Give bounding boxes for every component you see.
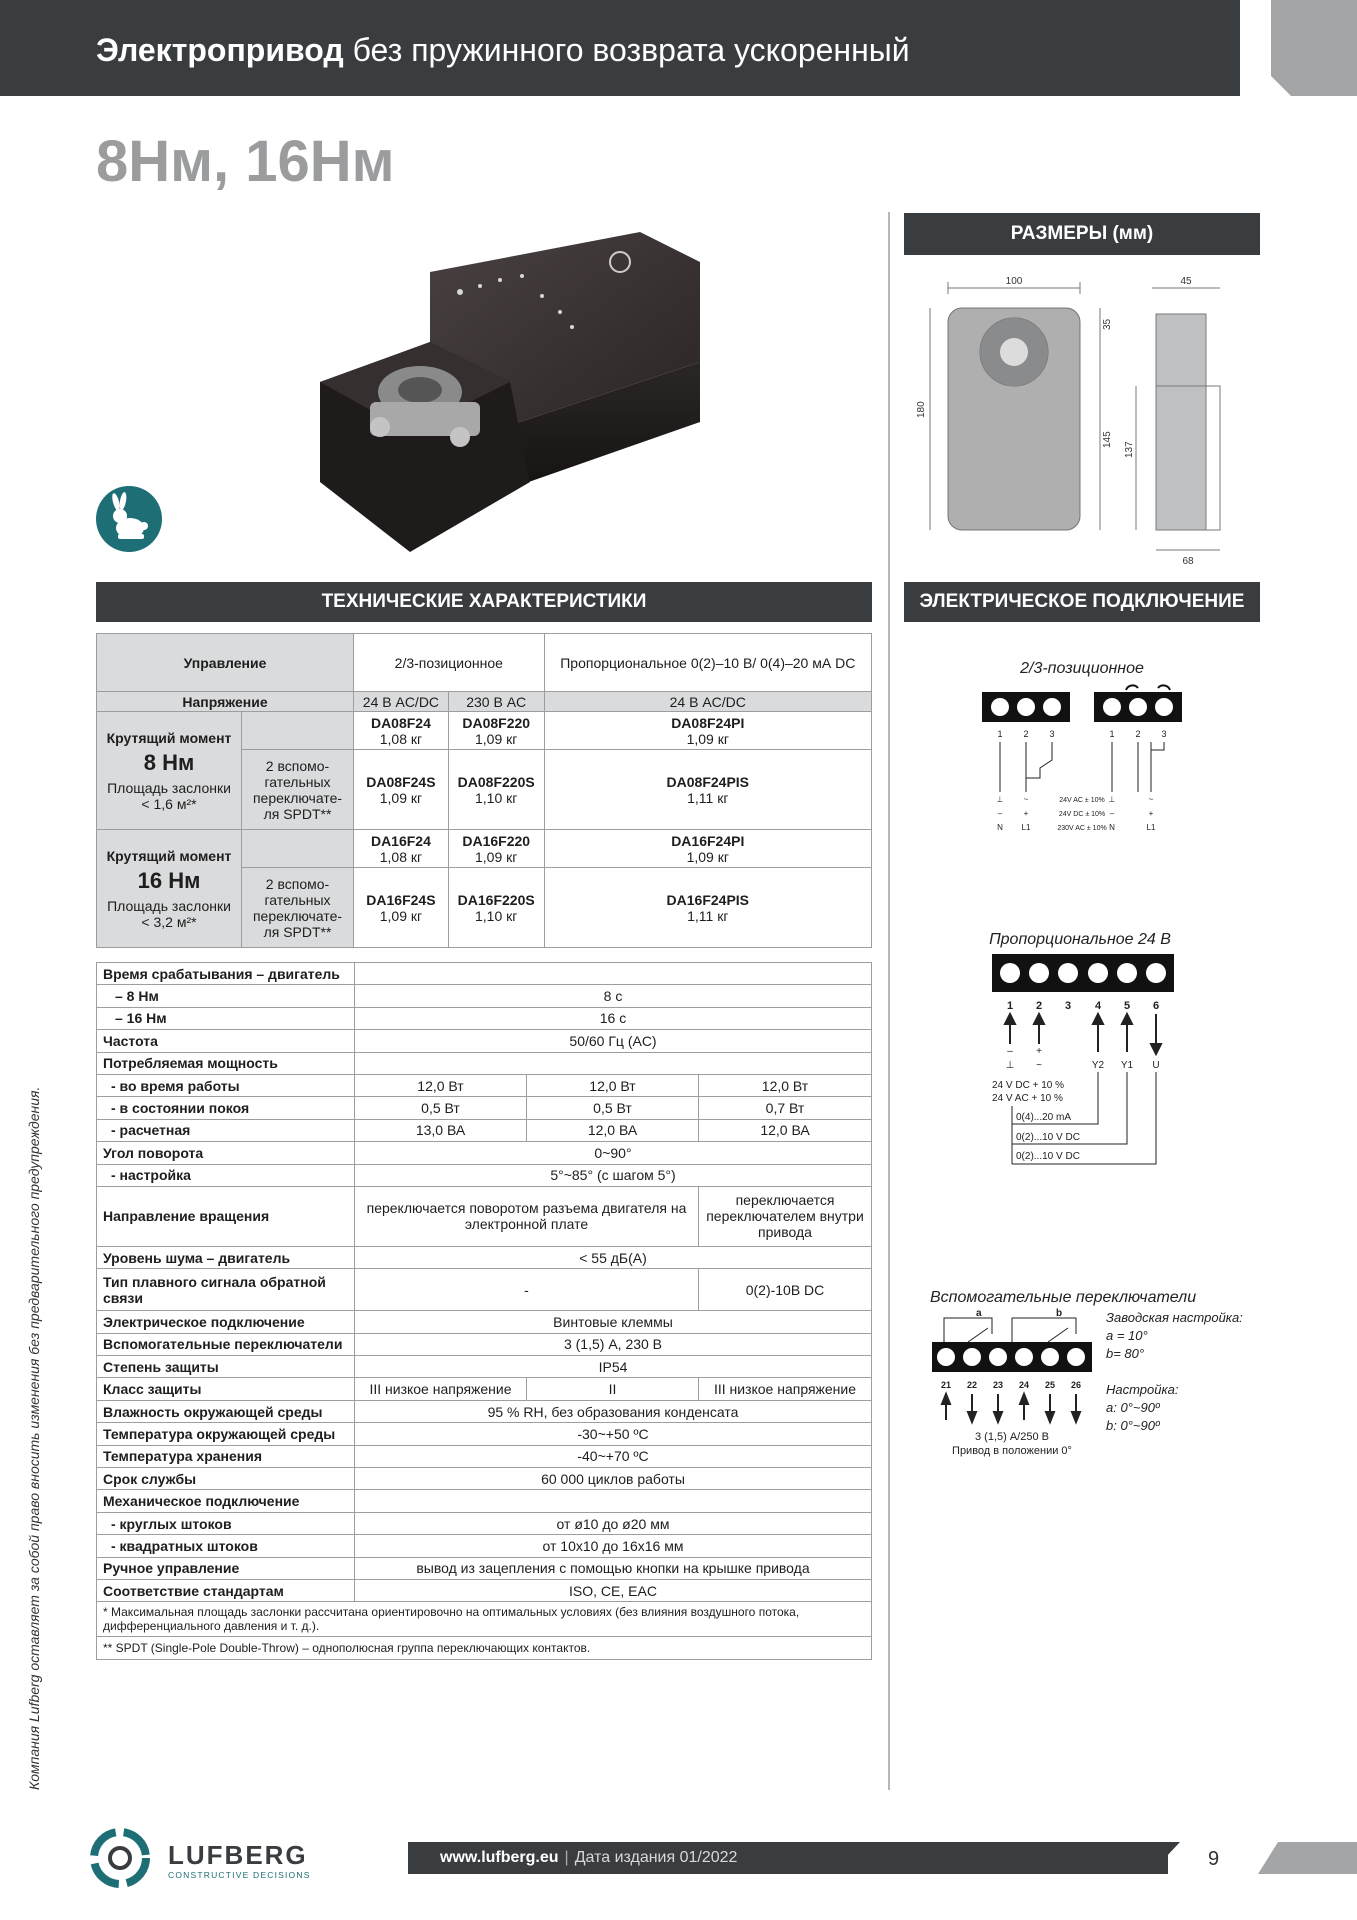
voltage-label: Напряжение	[97, 692, 354, 712]
spec-value: от ø10 до ø20 мм	[355, 1512, 872, 1534]
spec-value: от 10х10 до 16х16 мм	[355, 1535, 872, 1557]
spec-value: 12,0 Вт	[527, 1074, 699, 1096]
control-proportional: Пропорциональное 0(2)–10 В/ 0(4)–20 мА DC	[544, 634, 871, 692]
spec-label: Тип плавного сигнала обратной связи	[97, 1269, 355, 1311]
dim-45-label: 45	[1180, 276, 1192, 287]
torque-16-cell: Крутящий момент 16 Нм Площадь заслонки < 3,2 м²*	[97, 830, 242, 948]
spec-value: 0~90°	[355, 1142, 872, 1164]
spec-label: Направление вращения	[97, 1186, 355, 1246]
svg-text:3 (1,5) А/250 В: 3 (1,5) А/250 В	[975, 1431, 1049, 1443]
svg-text:1: 1	[1109, 729, 1115, 739]
svg-text:⊥: ⊥	[996, 795, 1004, 804]
wiring-aux-switches	[928, 1284, 1258, 1464]
svg-text:~: ~	[1148, 795, 1154, 804]
model-cell: DA16F24PIS 1,11 кг	[544, 868, 871, 948]
spec-label: Температура окружающей среды	[97, 1423, 355, 1445]
svg-text:–: –	[997, 809, 1003, 818]
spec-value: 8 с	[355, 985, 872, 1007]
svg-text:3: 3	[1064, 1000, 1072, 1012]
voltage-230: 230 В AC	[448, 692, 544, 712]
svg-text:+: +	[1023, 809, 1029, 818]
svg-text:b: 0°~90º: b: 0°~90º	[1106, 1418, 1160, 1433]
product-photo	[310, 222, 730, 552]
footer-text: www.lufberg.eu | Дата издания 01/2022	[440, 1849, 738, 1866]
spec-value: -40~+70 ºС	[355, 1445, 872, 1467]
spec-label: Уровень шума – двигатель	[97, 1246, 355, 1268]
spec-value: 13,0 ВА	[355, 1119, 527, 1141]
spec-value: III низкое напряжение	[699, 1378, 872, 1400]
spec-value: II	[527, 1378, 699, 1400]
svg-text:22: 22	[966, 1380, 978, 1390]
dimensions-heading: РАЗМЕРЫ (мм)	[904, 213, 1260, 255]
logo-name: LUFBERG	[168, 1840, 308, 1870]
svg-text:b= 80°: b= 80°	[1106, 1346, 1145, 1361]
svg-text:3: 3	[1049, 729, 1055, 739]
spec-label: - расчетная	[97, 1119, 355, 1141]
spec-label: Механическое подключение	[97, 1490, 355, 1512]
wiring-2-3-title: 2/3-позиционное	[1020, 660, 1144, 677]
spec-label: Частота	[97, 1030, 355, 1052]
svg-text:+: +	[1036, 1046, 1042, 1057]
svg-text:0(2)...10 V DC: 0(2)...10 V DC	[1016, 1132, 1080, 1143]
page-title: 8Нм, 16Нм	[96, 129, 395, 194]
svg-text:26: 26	[1070, 1380, 1082, 1390]
spec-label: – 16 Нм	[97, 1007, 355, 1029]
svg-text:1: 1	[997, 729, 1003, 739]
model-cell: DA08F24 1,08 кг	[354, 712, 449, 750]
electrical-heading: ЭЛЕКТРИЧЕСКОЕ ПОДКЛЮЧЕНИЕ	[904, 582, 1260, 622]
spec-value: Винтовые клеммы	[355, 1311, 872, 1333]
spec-value: 5°~85° (с шагом 5°)	[355, 1164, 872, 1186]
spec-label: Срок службы	[97, 1468, 355, 1490]
spec-value: 60 000 циклов работы	[355, 1468, 872, 1490]
svg-text:~: ~	[1036, 1060, 1042, 1071]
svg-text:24V AC ± 10%: 24V AC ± 10%	[1059, 797, 1105, 804]
spec-label: Потребляемая мощность	[97, 1052, 355, 1074]
dimensions-drawing	[910, 268, 1260, 568]
spec-label: - круглых штоков	[97, 1512, 355, 1534]
svg-text:U: U	[1152, 1060, 1160, 1071]
dim-35-label: 35	[1102, 318, 1113, 330]
spec-value: 95 % RH, без образования конденсата	[355, 1400, 872, 1422]
lufberg-logo-icon	[90, 1826, 350, 1890]
dim-145-label: 145	[1102, 431, 1113, 448]
svg-text:N: N	[997, 823, 1003, 832]
spec-label: - квадратных штоков	[97, 1535, 355, 1557]
svg-text:–: –	[1007, 1046, 1013, 1057]
svg-text:1: 1	[1006, 1000, 1014, 1012]
voltage-24: 24 В AC/DC	[354, 692, 449, 712]
svg-text:4: 4	[1094, 1000, 1102, 1012]
footer-corner	[1258, 1842, 1357, 1874]
svg-text:L1: L1	[1146, 823, 1156, 832]
model-cell: DA16F24S 1,09 кг	[354, 868, 449, 948]
spec-value: 0,7 Вт	[699, 1097, 872, 1119]
svg-text:21: 21	[940, 1380, 952, 1390]
svg-text:Заводская настройка:: Заводская настройка:	[1106, 1310, 1243, 1325]
svg-text:0(2)...10 V DC: 0(2)...10 V DC	[1016, 1151, 1080, 1162]
spec-label: - настройка	[97, 1164, 355, 1186]
model-cell: DA08F24PIS 1,11 кг	[544, 750, 871, 830]
svg-text:N: N	[1109, 823, 1115, 832]
svg-text:⊥: ⊥	[1108, 795, 1116, 804]
header-bar	[0, 0, 1240, 96]
svg-text:+: +	[1148, 809, 1154, 818]
header-corner	[1271, 0, 1357, 96]
spec-label: Влажность окружающей среды	[97, 1400, 355, 1422]
spec-value: < 55 дБ(А)	[355, 1246, 872, 1268]
spec-value: переключается переключателем внутри привода	[699, 1186, 872, 1246]
svg-text:a = 10°: a = 10°	[1106, 1328, 1148, 1343]
svg-text:a: 0°~90º: a: 0°~90º	[1106, 1400, 1160, 1415]
model-cell: DA16F220 1,09 кг	[448, 830, 544, 868]
svg-text:a: a	[976, 1308, 982, 1319]
control-2-3: 2/3-позиционное	[354, 634, 545, 692]
footer-bevel	[1150, 1842, 1180, 1874]
svg-text:–: –	[1109, 809, 1115, 818]
spec-value: 0(2)-10В DC	[699, 1269, 872, 1311]
svg-text:24V DC ± 10%: 24V DC ± 10%	[1058, 811, 1106, 818]
rabbit-icon	[96, 486, 162, 552]
spec-value: 12,0 ВА	[699, 1119, 872, 1141]
spec-value: III низкое напряжение	[355, 1378, 527, 1400]
document-title: Электропривод без пружинного возврата ускоренный	[96, 32, 910, 68]
torque-8-cell: Крутящий момент 8 Нм Площадь заслонки < 1,6 м²*	[97, 712, 242, 830]
svg-text:Y1: Y1	[1120, 1060, 1134, 1071]
model-cell: DA08F24S 1,09 кг	[354, 750, 449, 830]
spec-label: Время срабатывания – двигатель	[97, 963, 355, 985]
svg-text:L1: L1	[1021, 823, 1031, 832]
footnote-spdt: ** SPDT (Single-Pole Double-Throw) – однополюсная группа переключающих контактов.	[97, 1637, 872, 1659]
svg-text:24: 24	[1018, 1380, 1030, 1390]
footnote-area: * Максимальная площадь заслонки рассчитана ориентировочно на оптимальных условиях (без влияния воздушного потока, дифференциального давления и т. д.).	[97, 1602, 872, 1637]
svg-text:3: 3	[1161, 729, 1167, 739]
model-cell: DA08F24PI 1,09 кг	[544, 712, 871, 750]
svg-text:Y2: Y2	[1091, 1060, 1105, 1071]
svg-text:5: 5	[1123, 1000, 1131, 1012]
dim-180-label: 180	[916, 401, 927, 418]
svg-text:2: 2	[1135, 729, 1141, 739]
models-table	[96, 633, 872, 948]
spec-label: - в состоянии покоя	[97, 1097, 355, 1119]
disclaimer-side-note: Компания Lufberg оставляет за собой право вносить изменения без предварительного предупреждения.	[26, 1086, 42, 1790]
page-number: 9	[1208, 1848, 1220, 1870]
aux-switches-16: 2 вспомо-гательных переключате-ля SPDT**	[242, 868, 354, 948]
website-link[interactable]: www.lufberg.eu	[440, 1849, 559, 1866]
spec-label: Угол поворота	[97, 1142, 355, 1164]
svg-text:b: b	[1056, 1308, 1063, 1319]
wiring-2-3-position	[970, 650, 1210, 840]
wiring-prop-title: Пропорциональное 24 В	[989, 931, 1171, 948]
spec-label: Степень защиты	[97, 1356, 355, 1378]
spec-label: – 8 Нм	[97, 985, 355, 1007]
spec-value: 12,0 Вт	[699, 1074, 872, 1096]
spec-value: 12,0 Вт	[355, 1074, 527, 1096]
model-cell: DA08F220S 1,10 кг	[448, 750, 544, 830]
svg-text:2: 2	[1023, 729, 1029, 739]
spec-value: 16 с	[355, 1007, 872, 1029]
spec-value: 0,5 Вт	[527, 1097, 699, 1119]
dim-137-label: 137	[1124, 441, 1135, 458]
svg-text:6: 6	[1152, 1000, 1160, 1012]
voltage-24-pi: 24 В AC/DC	[544, 692, 871, 712]
aux-switches-8: 2 вспомо-гательных переключате-ля SPDT**	[242, 750, 354, 830]
spec-value: переключается поворотом разъема двигателя на электронной плате	[355, 1186, 699, 1246]
model-cell: DA08F220 1,09 кг	[448, 712, 544, 750]
spec-value: 3 (1,5) А, 230 В	[355, 1333, 872, 1355]
column-divider	[888, 212, 890, 1790]
tech-specs-heading: ТЕХНИЧЕСКИЕ ХАРАКТЕРИСТИКИ	[96, 582, 872, 622]
spec-label: Класс защиты	[97, 1378, 355, 1400]
dim-68-label: 68	[1182, 556, 1194, 567]
svg-text:23: 23	[992, 1380, 1004, 1390]
spec-value: 50/60 Гц (AC)	[355, 1030, 872, 1052]
svg-text:⊥: ⊥	[1005, 1060, 1015, 1071]
svg-text:0(4)...20 mA: 0(4)...20 mA	[1016, 1112, 1072, 1123]
spec-label: - во время работы	[97, 1074, 355, 1096]
aux-wiring-title: Вспомогательные переключатели	[930, 1289, 1197, 1306]
model-cell: DA16F24PI 1,09 кг	[544, 830, 871, 868]
svg-text:24 V DC + 10 %: 24 V DC + 10 %	[992, 1080, 1064, 1091]
svg-text:24 V AC + 10 %: 24 V AC + 10 %	[992, 1093, 1063, 1104]
model-cell: DA16F220S 1,10 кг	[448, 868, 544, 948]
svg-text:25: 25	[1044, 1380, 1056, 1390]
spec-value: 0,5 Вт	[355, 1097, 527, 1119]
svg-text:2: 2	[1035, 1000, 1043, 1012]
spec-label: Электрическое подключение	[97, 1311, 355, 1333]
spec-value: вывод из зацепления с помощью кнопки на крышке привода	[355, 1557, 872, 1579]
spec-label: Вспомогательные переключатели	[97, 1333, 355, 1355]
logo-tagline: CONSTRUCTIVE DECISIONS	[168, 1870, 311, 1880]
spec-label: Температура хранения	[97, 1445, 355, 1467]
spec-label: Соответствие стандартам	[97, 1579, 355, 1601]
spec-value: 12,0 ВА	[527, 1119, 699, 1141]
dim-100-label: 100	[1005, 276, 1023, 287]
spec-value: -	[355, 1269, 699, 1311]
spec-label: Ручное управление	[97, 1557, 355, 1579]
edition-date: Дата издания 01/2022	[574, 1849, 738, 1866]
wiring-proportional	[980, 926, 1200, 1178]
specs-table	[96, 962, 872, 1660]
spec-value: IP54	[355, 1356, 872, 1378]
svg-text:Настройка:: Настройка:	[1106, 1382, 1179, 1397]
spec-value: -30~+50 ºС	[355, 1423, 872, 1445]
model-cell: DA16F24 1,08 кг	[354, 830, 449, 868]
svg-text:230V AC ± 10%: 230V AC ± 10%	[1057, 825, 1107, 832]
svg-text:Привод в положении 0°: Привод в положении 0°	[952, 1445, 1072, 1457]
svg-text:~: ~	[1023, 795, 1029, 804]
control-label: Управление	[97, 634, 354, 692]
spec-value: ISO, CE, EAC	[355, 1579, 872, 1601]
